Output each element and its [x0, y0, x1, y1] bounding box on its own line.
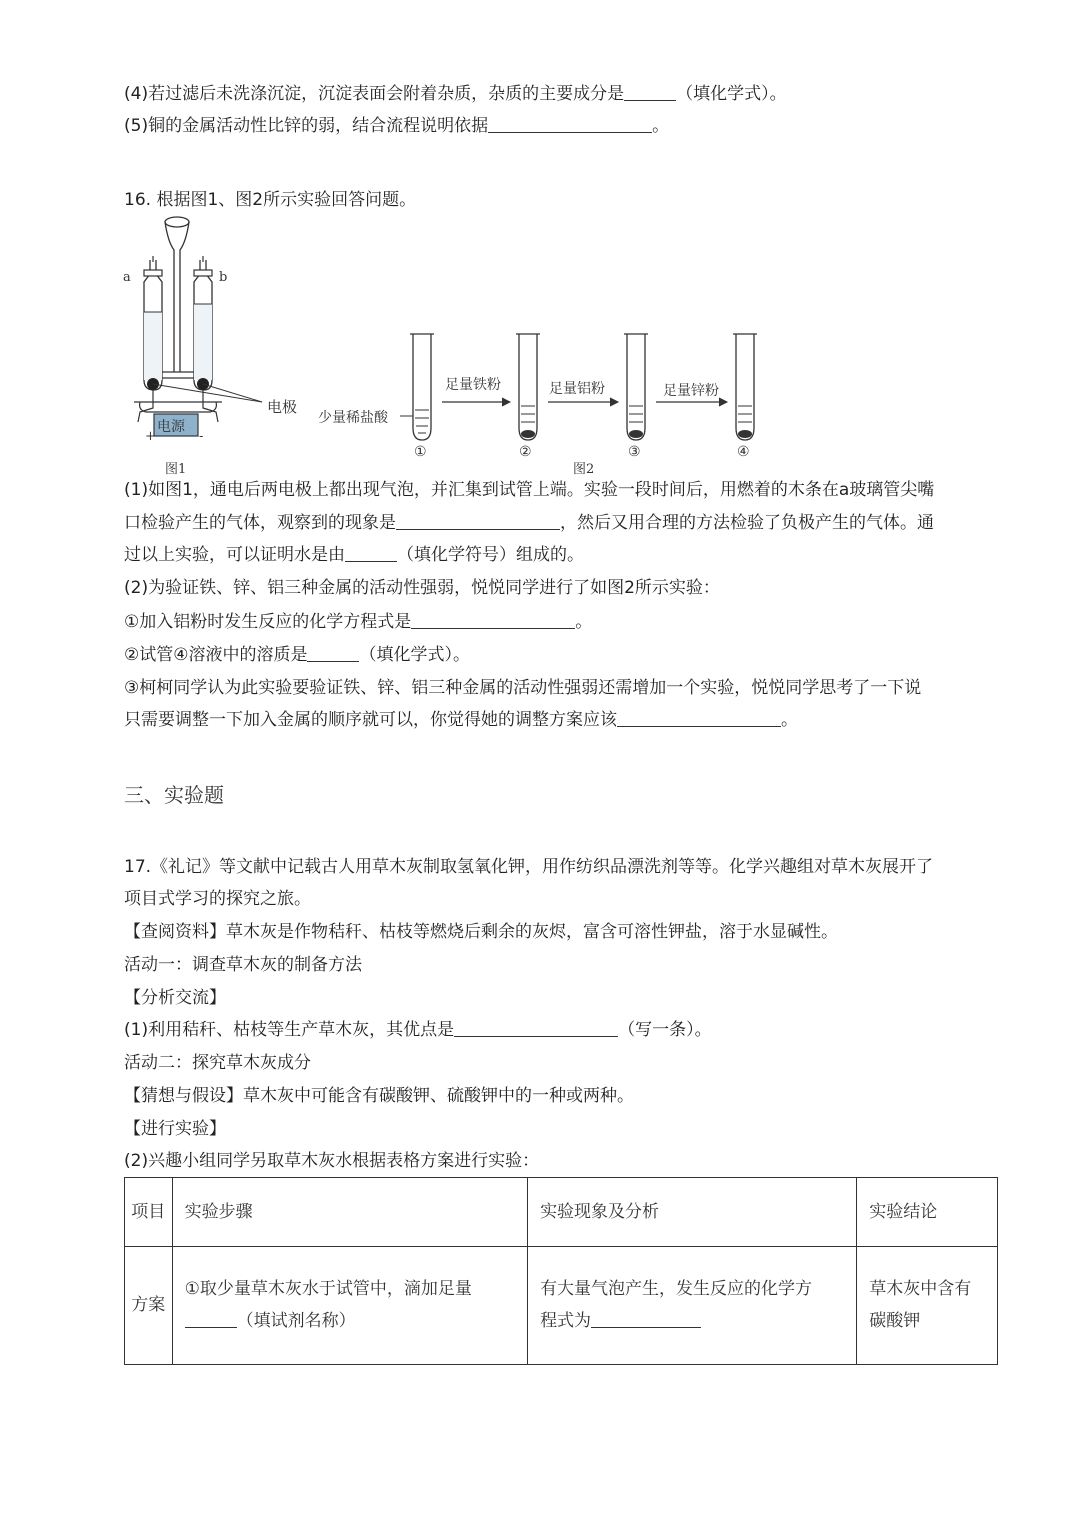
cell-steps: ①取少量草木灰水于试管中，滴加足量 （填试剂名称）	[172, 1246, 527, 1364]
experiment-table	[124, 1177, 998, 1365]
arrow-2	[548, 398, 618, 406]
answer-blank[interactable]	[411, 610, 575, 629]
q17-hypothesis: 【猜想与假设】草木灰中可能含有碳酸钾、硫酸钾中的一种或两种。	[124, 1086, 634, 1106]
answer-blank[interactable]	[185, 1309, 237, 1328]
answer-blank[interactable]	[617, 708, 781, 727]
q15-part5: (5)铜的金属活动性比锌的弱，结合流程说明依据 。	[124, 116, 670, 136]
q17-line2: 项目式学习的探究之旅。	[124, 889, 311, 909]
q15-part5-text: (5)铜的金属活动性比锌的弱，结合流程说明依据	[124, 116, 489, 136]
header-phenomenon: 实验现象及分析	[528, 1178, 857, 1247]
q17-part1: (1)利用秸秆、枯枝等生产草木灰，其优点是 （写一条）。	[124, 1020, 712, 1040]
answer-blank[interactable]	[454, 1018, 618, 1037]
q17-analysis: 【分析交流】	[124, 988, 226, 1008]
answer-blank[interactable]	[307, 643, 359, 662]
test-tube-1	[410, 334, 434, 440]
answer-blank[interactable]	[591, 1309, 701, 1328]
cell-phenomenon: 有大量气泡产生，发生反应的化学方 程式为	[528, 1246, 857, 1364]
q17-activity1: 活动一：调查草木灰的制备方法	[124, 955, 362, 975]
q15-part4: (4)若过滤后未洗涤沉淀，沉淀表面会附着杂质，杂质的主要成分是 （填化学式）。	[124, 84, 787, 104]
q16-stem: 16. 根据图1、图2所示实验回答问题。	[124, 190, 417, 210]
tube-number-1: ①	[414, 444, 427, 460]
q16-part1-line3: 过以上实验，可以证明水是由 （填化学符号）组成的。	[124, 545, 584, 565]
section-heading: 三、实验题	[124, 783, 224, 807]
fig2-arrow3-label: 足量锌粉	[663, 383, 719, 399]
q17-activity2: 活动二：探究草木灰成分	[124, 1053, 311, 1073]
header-steps: 实验步骤	[172, 1178, 527, 1247]
tube-number-4: ④	[737, 444, 750, 460]
q15-part4-text: (4)若过滤后未洗涤沉淀，沉淀表面会附着杂质，杂质的主要成分是	[124, 84, 625, 104]
fig1-electrode-label: 电极	[267, 398, 298, 416]
q17-experiment-heading: 【进行实验】	[124, 1119, 226, 1139]
q16-part2-sub1: ①加入铝粉时发生反应的化学方程式是 。	[124, 612, 593, 632]
answer-blank[interactable]	[396, 511, 560, 530]
cell-conclusion: 草木灰中含有碳酸钾	[857, 1246, 998, 1364]
tube-number-2: ②	[519, 444, 532, 460]
table-row	[125, 1246, 998, 1364]
answer-blank[interactable]	[345, 543, 397, 562]
tube-number-3: ③	[628, 444, 641, 460]
fig1-power-label: 电源	[157, 419, 185, 435]
fig1-label-a: a	[123, 270, 131, 285]
fig2-caption: 图2	[573, 462, 595, 477]
test-tube-2	[516, 334, 540, 440]
test-tube-4	[733, 334, 757, 440]
arrow-1	[442, 398, 510, 406]
q16-part1-line2: 口检验产生的气体，观察到的现象是 ，然后又用合理的方法检验了负极产生的气体。通	[124, 513, 934, 533]
q16-part2-sub3-line1: ③柯柯同学认为此实验要验证铁、锌、铝三种金属的活动性强弱还需增加一个实验，悦悦同学思考了一下说	[124, 678, 922, 698]
q16-part2-sub3-line2: 只需要调整一下加入金属的顺序就可以，你觉得她的调整方案应该 。	[124, 710, 798, 730]
q17-reference: 【查阅资料】草木灰是作物秸秆、枯枝等燃烧后剩余的灰烬，富含可溶性钾盐，溶于水显碱性。	[124, 922, 838, 942]
fig2-arrow1-label: 足量铁粉	[445, 377, 501, 393]
q16-part2: (2)为验证铁、锌、铝三种金属的活动性强弱，悦悦同学进行了如图2所示实验：	[124, 578, 720, 598]
fig2-acid-label: 少量稀盐酸	[318, 410, 388, 426]
answer-blank[interactable]	[624, 82, 676, 101]
q17-part2: (2)兴趣小组同学另取草木灰水根据表格方案进行实验：	[124, 1151, 540, 1171]
header-conclusion: 实验结论	[857, 1178, 998, 1247]
fig1-plus: +	[145, 429, 156, 444]
q17-line1: 17.《礼记》等文献中记载古人用草木灰制取氢氧化钾，用作纺织品漂洗剂等等。化学兴趣组对草木灰展开了	[124, 857, 934, 877]
answer-blank[interactable]	[488, 114, 652, 133]
fig1-caption: 图1	[165, 462, 187, 477]
fig2-arrow2-label: 足量铝粉	[549, 381, 605, 397]
q16-part2-sub2: ②试管④溶液中的溶质是 （填化学式）。	[124, 645, 470, 665]
test-tube-3	[624, 334, 648, 440]
header-project: 项目	[125, 1178, 173, 1247]
fig1-minus: -	[199, 429, 204, 444]
table-header-row	[125, 1178, 998, 1247]
figure-1-electrolysis	[110, 212, 320, 478]
fig1-label-b: b	[219, 270, 228, 285]
q16-part1-line1: (1)如图1，通电后两电极上都出现气泡，并汇集到试管上端。实验一段时间后，用燃着的木条在a玻璃管尖嘴	[124, 480, 935, 500]
row-head-plan: 方案	[125, 1246, 173, 1364]
